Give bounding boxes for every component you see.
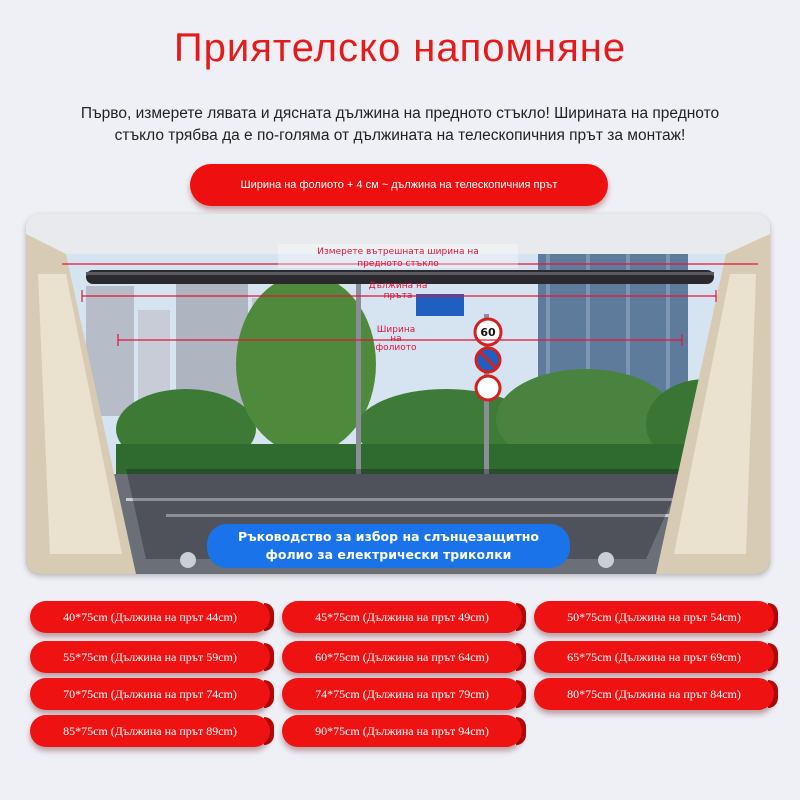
rod-length-label-2: пръта <box>383 291 413 301</box>
film-width-label-1: Ширина <box>376 325 416 335</box>
size-option-70x75[interactable]: 70*75cm (Дължина на прът 74cm) <box>30 678 270 710</box>
lamp-pole <box>356 284 361 474</box>
size-option-60x75[interactable]: 60*75cm (Дължина на прът 64cm) <box>282 641 522 673</box>
speed-limit-value: 60 <box>480 326 496 339</box>
guide-line-2: фолио за електрически триколки <box>265 547 512 562</box>
size-option-55x75[interactable]: 55*75cm (Дължина на прът 59cm) <box>30 641 270 673</box>
formula-badge: Ширина на фолиото + 4 см ~ дължина на телескопичния прът <box>190 164 608 206</box>
size-option-50x75[interactable]: 50*75cm (Дължина на прът 54cm) <box>534 601 774 633</box>
inner-width-label-1: Измерете вътрешната ширина на <box>317 247 479 257</box>
intro-line-1: Първо, измерете лявата и дясната дължина на предното стъкло! Ширината на предното <box>80 105 720 122</box>
film-width-label-3: фолиото <box>375 343 417 353</box>
size-option-74x75[interactable]: 74*75cm (Дължина на прът 79cm) <box>282 678 522 710</box>
tree <box>236 274 376 454</box>
blue-road-sign <box>416 294 464 316</box>
page-title: Приятелско напомняне <box>173 26 627 70</box>
inner-width-label-2: предното стъкло <box>357 259 439 269</box>
rod-length-label-1: Дължина на <box>368 281 428 291</box>
tow-sign <box>476 376 500 400</box>
size-option-85x75[interactable]: 85*75cm (Дължина на прът 89cm) <box>30 715 270 747</box>
size-option-40x75[interactable]: 40*75cm (Дължина на прът 44cm) <box>30 601 270 633</box>
windshield-illustration <box>26 214 770 574</box>
suction-cup <box>180 552 196 568</box>
guide-badge <box>207 524 570 568</box>
film-width-label-2: на <box>390 334 402 344</box>
size-option-65x75[interactable]: 65*75cm (Дължина на прът 69cm) <box>534 641 774 673</box>
intro-text <box>8 103 792 147</box>
guide-line-1: Ръководство за избор на слънцезащитно <box>238 529 539 544</box>
size-option-90x75[interactable]: 90*75cm (Дължина на прът 94cm) <box>282 715 522 747</box>
size-option-80x75[interactable]: 80*75cm (Дължина на прът 84cm) <box>534 678 774 710</box>
windshield-photo <box>26 214 770 574</box>
suction-cup <box>598 552 614 568</box>
size-option-45x75[interactable]: 45*75cm (Дължина на прът 49cm) <box>282 601 522 633</box>
intro-line-2: стъкло трябва да е по-голяма от дължината на телескопичния прът за монтаж! <box>114 127 686 144</box>
